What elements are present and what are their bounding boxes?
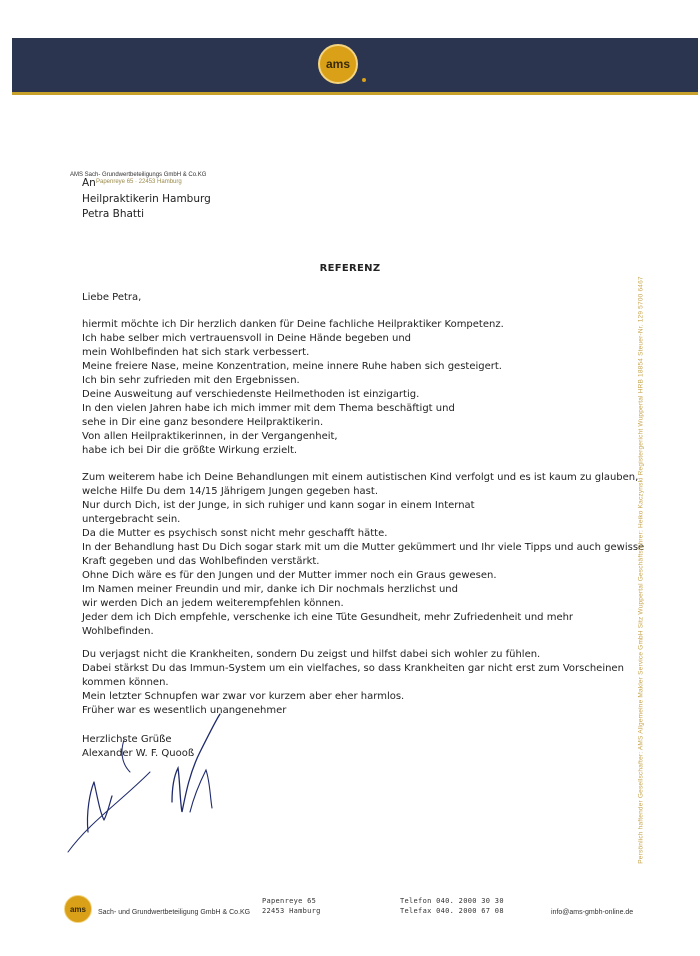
paragraph-line: Früher war es wesentlich unangenehmer [82, 705, 287, 716]
recipient-line: Petra Bhatti [82, 208, 145, 220]
paragraph-line: Ich bin sehr zufrieden mit den Ergebnissen. [82, 375, 300, 386]
paragraph-line: habe ich bei Dir die größte Wirkung erzielt. [82, 445, 298, 456]
paragraph-line: In den vielen Jahren habe ich mich immer mit dem Thema beschäftigt und [82, 403, 455, 414]
paragraph-line: In der Behandlung hast Du Dich sogar stark mit um die Mutter gekümmert und Ihr viele Tipps und auch gewisse [82, 542, 645, 553]
footer-street: Papenreye 65 [262, 897, 317, 905]
paragraph-line: Im Namen meiner Freundin und mir, danke ich Dir nochmals herzlichst und [82, 584, 458, 595]
footer-city: 22453 Hamburg [262, 907, 321, 915]
closing-name: Alexander W. F. Quooß [82, 748, 195, 759]
paragraph-line: Jeder dem ich Dich empfehle, verschenke ich eine Tüte Gesundheit, mehr Zufriedenheit und mehr [82, 612, 574, 623]
paragraph-line: kommen können. [82, 677, 169, 688]
footer-email[interactable]: info@ams-gmbh-online.de [551, 909, 634, 916]
paragraph-line: hiermit möchte ich Dir herzlich danken für Deine fachliche Heilpraktiker Kompetenz. [82, 319, 504, 330]
footer-logo-text: ams [69, 904, 86, 914]
footer-fax: Telefax 040. 2000 67 08 [400, 907, 504, 915]
paragraph-line: Da die Mutter es psychisch sonst nicht mehr geschafft hätte. [82, 528, 388, 539]
paragraph-line: mein Wohlbefinden hat sich stark verbessert. [82, 347, 310, 358]
recipient-line: Heilpraktikerin Hamburg [82, 193, 211, 205]
ams-logo [318, 44, 366, 90]
paragraph-line: sehe in Dir eine ganz besondere Heilpraktikerin. [82, 417, 324, 428]
paragraph-line: Ohne Dich wäre es für den Jungen und der Mutter immer noch ein Graus gewesen. [82, 570, 497, 581]
paragraph-line: Von allen Heilpraktikerinnen, in der Vergangenheit, [82, 431, 338, 442]
ams-logo-text: ams [325, 57, 351, 71]
footer-company: Sach- und Grundwertbeteiligung GmbH & Co.KG [98, 909, 251, 916]
salutation: Liebe Petra, [82, 292, 142, 303]
paragraph-line: Meine freiere Nase, meine Konzentration, meine innere Ruhe haben sich gesteigert. [82, 361, 502, 372]
ams-logo-circle [318, 44, 358, 84]
paragraph-line: welche Hilfe Du dem 14/15 Jährigem Jungen gegeben hast. [82, 486, 378, 497]
footer-phone: Telefon 040. 2000 30 30 [400, 897, 504, 905]
paragraph-line: Zum weiterem habe ich Deine Behandlungen mit einem autistischen Kind verfolgt und es ist kaum zu glauben, [82, 472, 639, 483]
handwritten-signature [60, 712, 260, 872]
paragraph-line: wir werden Dich an jedem weiterempfehlen können. [82, 598, 344, 609]
ams-logo-dot [362, 78, 366, 82]
paragraph-line: untergebracht sein. [82, 514, 181, 525]
paragraph-line: Du verjagst nicht die Krankheiten, sondern Du zeigst und hilfst dabei sich wohler zu fühlen. [82, 649, 541, 660]
paragraph-line: Mein letzter Schnupfen war zwar vor kurzem aber eher harmlos. [82, 691, 405, 702]
document-title: REFERENZ [319, 263, 381, 274]
paragraph-line: Nur durch Dich, ist der Junge, in sich ruhiger und kann sogar in einem Internat [82, 500, 475, 511]
paragraph-line: Wohlbefinden. [82, 626, 154, 637]
header-gold-line [12, 92, 698, 95]
closing-greeting: Herzlichste Grüße [82, 734, 172, 745]
sender-company: AMS Sach- Grundwertbeteiligungs GmbH & Co.KG [70, 172, 207, 178]
paragraph-line: Deine Ausweitung auf verschiedenste Heilmethoden ist einzigartig. [82, 389, 420, 400]
footer-logo [64, 895, 92, 923]
paragraph-line: Dabei stärkst Du das Immun-System um ein vielfaches, so dass Krankheiten gar nicht erst zum Vorscheinen [82, 663, 624, 674]
recipient-line: An [82, 177, 96, 189]
paragraph-line: Ich habe selber mich vertrauensvoll in Deine Hände begeben und [82, 333, 412, 344]
side-legal-label: Persönlich haftender Gesellschafter: AMS Allgemeine Makler Service GmbH Sitz Wuppertal Geschäftsführer: Heiko Kaczynski Registergericht Wuppertal HRB 18854 Steuer-Nr. 129 5700 6467 [637, 276, 645, 864]
sender-address: Papenreye 65 · 22453 Hamburg [96, 179, 182, 185]
paragraph-line: Kraft gegeben und das Wohlbefinden verstärkt. [82, 556, 320, 567]
